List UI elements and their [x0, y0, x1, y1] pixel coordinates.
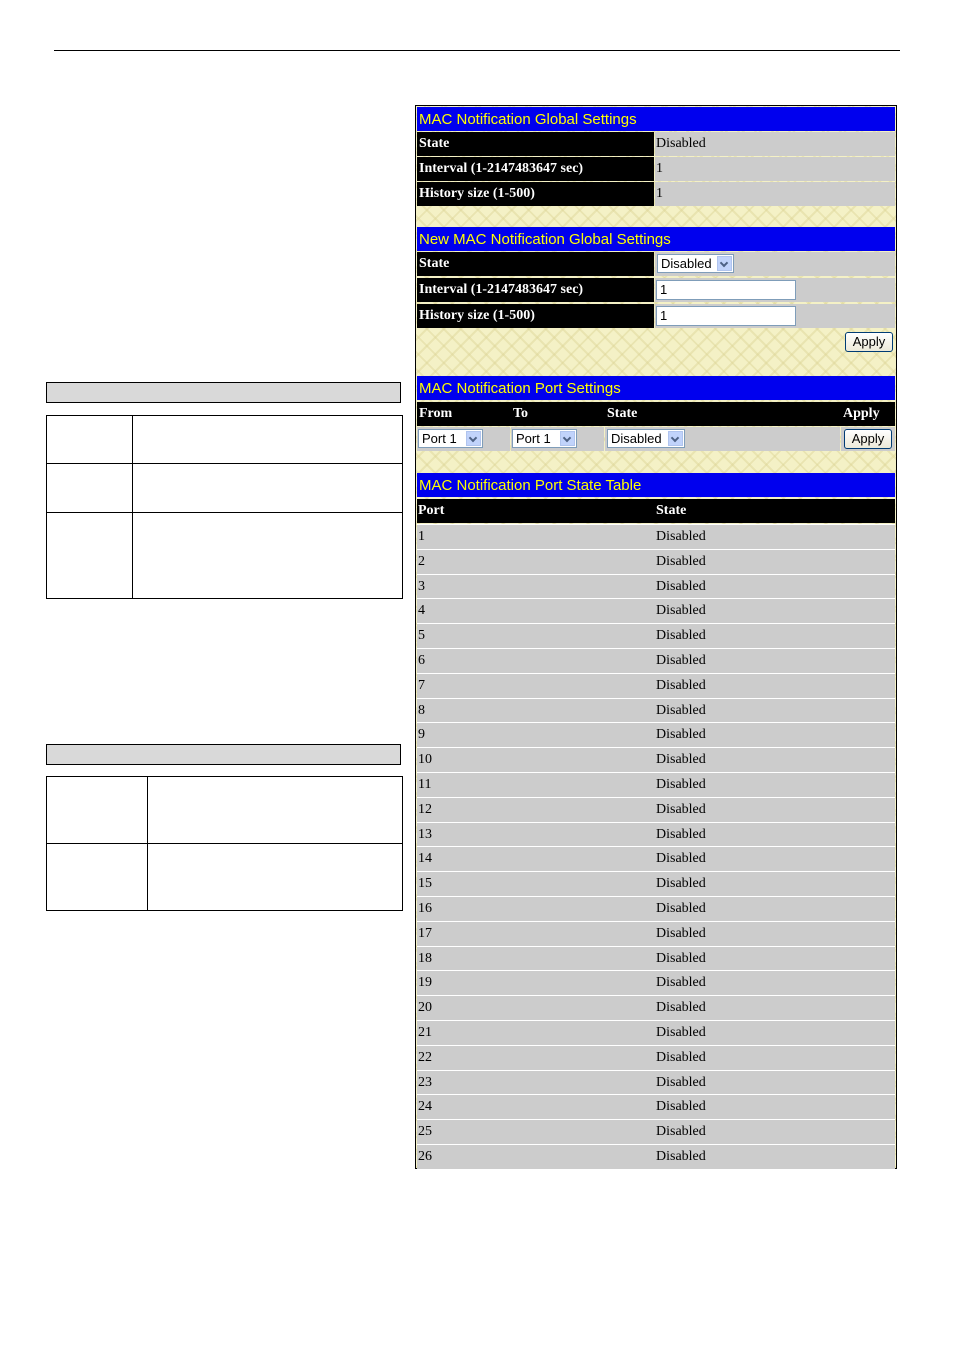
state-cell: Disabled — [656, 529, 706, 544]
row-value: 1 — [655, 157, 895, 181]
state-cell: Disabled — [656, 702, 706, 718]
global-apply-button[interactable]: Apply — [845, 332, 893, 352]
table-row — [417, 871, 895, 896]
table-row — [417, 549, 895, 574]
table-row — [417, 1094, 895, 1119]
state-cell: Disabled — [656, 1149, 706, 1164]
state-cell: Disabled — [656, 777, 706, 792]
state-cell: Disabled — [656, 826, 706, 842]
table-row — [417, 524, 895, 549]
state-cell: Disabled — [656, 603, 706, 619]
page-top-rule — [54, 50, 900, 51]
from-port-select[interactable] — [418, 429, 483, 448]
port-state-value: Disabled — [611, 431, 662, 446]
chevron-down-icon — [717, 256, 732, 271]
port-state-select[interactable] — [607, 429, 685, 448]
state-cell: Disabled — [656, 628, 706, 644]
state-cell: Disabled — [656, 925, 706, 941]
table-row — [417, 797, 895, 822]
state-cell: Disabled — [656, 1049, 706, 1065]
port-settings-title: MAC Notification Port Settings — [417, 376, 895, 400]
table-row — [417, 1070, 895, 1095]
state-cell: Disabled — [656, 1025, 706, 1040]
table-row — [417, 574, 895, 599]
table-row — [417, 673, 895, 698]
from-header: From — [417, 402, 511, 426]
port-cell: 13 — [418, 826, 432, 842]
table-row — [417, 1045, 895, 1070]
row-value: Disabled — [655, 132, 895, 156]
table-row — [417, 623, 895, 648]
table-row — [417, 772, 895, 797]
state-cell: Disabled — [656, 950, 706, 966]
to-port-value: Port 1 — [516, 431, 551, 446]
port-cell: 10 — [418, 752, 432, 768]
chevron-down-icon — [560, 431, 575, 446]
parameter-table-2 — [46, 776, 403, 911]
port-cell: 4 — [418, 603, 425, 619]
state-cell: Disabled — [656, 901, 706, 916]
table-row — [417, 1020, 895, 1045]
param-cell — [47, 513, 133, 599]
table-row — [417, 921, 895, 946]
state-header: State — [605, 402, 841, 426]
port-settings-input-row — [417, 427, 895, 451]
port-cell: 3 — [418, 578, 425, 594]
state-cell: Disabled — [656, 677, 706, 693]
port-cell: 1 — [418, 529, 425, 544]
row-label: State — [417, 252, 654, 276]
port-column-header: Port — [418, 503, 445, 518]
chevron-down-icon — [466, 431, 481, 446]
port-cell: 17 — [418, 925, 432, 941]
desc-cell — [148, 844, 403, 911]
apply-header: Apply — [841, 402, 895, 426]
port-cell: 2 — [418, 553, 425, 569]
state-cell: Disabled — [656, 727, 706, 743]
state-cell: Disabled — [656, 1099, 706, 1115]
history-size-input[interactable]: 1 — [656, 306, 796, 326]
port-cell: 18 — [418, 950, 432, 966]
table-row — [417, 995, 895, 1020]
table-row — [417, 1144, 895, 1169]
table-row — [417, 970, 895, 995]
table-row — [417, 698, 895, 723]
state-cell: Disabled — [656, 851, 706, 867]
to-cell — [511, 427, 604, 451]
table-row — [417, 1119, 895, 1144]
port-cell: 14 — [418, 851, 432, 867]
port-cell: 24 — [418, 1099, 432, 1115]
state-cell: Disabled — [656, 801, 706, 817]
port-cell: 6 — [418, 653, 425, 668]
table-row — [417, 946, 895, 971]
table-row — [417, 846, 895, 871]
port-cell: 5 — [418, 628, 425, 644]
state-cell: Disabled — [656, 752, 706, 768]
param-cell — [47, 844, 148, 911]
new-state-row — [417, 252, 895, 276]
global-settings-title: MAC Notification Global Settings — [417, 107, 895, 131]
parameter-table-2-header — [46, 744, 401, 765]
port-cell: 22 — [418, 1049, 432, 1065]
parameter-table-1 — [46, 415, 403, 599]
apply-cell — [841, 427, 895, 451]
row-value-cell — [655, 304, 895, 328]
desc-cell — [133, 513, 403, 599]
row-value: 1 — [655, 182, 895, 206]
state-cell — [605, 427, 840, 451]
state-cell: Disabled — [656, 975, 706, 991]
row-label: Interval (1-2147483647 sec) — [417, 157, 654, 181]
state-cell: Disabled — [656, 876, 706, 892]
table-row — [417, 598, 895, 623]
port-cell: 26 — [418, 1149, 432, 1164]
state-cell: Disabled — [656, 578, 706, 594]
port-apply-button[interactable]: Apply — [844, 429, 892, 449]
global-interval-row — [417, 157, 895, 181]
desc-cell — [133, 416, 403, 464]
state-cell: Disabled — [656, 1000, 706, 1016]
table-row — [417, 822, 895, 847]
port-cell: 23 — [418, 1074, 432, 1090]
port-cell: 25 — [418, 1124, 432, 1140]
state-select-value: Disabled — [661, 256, 712, 271]
table-row — [417, 722, 895, 747]
state-cell: Disabled — [656, 553, 706, 569]
port-cell: 19 — [418, 975, 432, 991]
table-row — [417, 747, 895, 772]
row-label: State — [417, 132, 654, 156]
port-cell: 15 — [418, 876, 432, 892]
state-cell: Disabled — [656, 1074, 706, 1090]
new-history-row — [417, 304, 895, 328]
new-interval-row — [417, 278, 895, 302]
param-cell — [47, 464, 133, 513]
row-label: Interval (1-2147483647 sec) — [417, 278, 654, 302]
desc-cell — [148, 777, 403, 844]
from-cell — [417, 427, 510, 451]
state-cell: Disabled — [656, 653, 706, 668]
state-column-header: State — [656, 503, 687, 518]
param-cell — [47, 416, 133, 464]
port-cell: 11 — [418, 777, 432, 792]
port-state-table-header — [417, 499, 895, 523]
state-select[interactable] — [657, 254, 734, 273]
from-port-value: Port 1 — [422, 431, 457, 446]
global-history-row — [417, 182, 895, 206]
row-value-cell — [655, 252, 895, 276]
port-cell: 12 — [418, 801, 432, 817]
state-cell: Disabled — [656, 1124, 706, 1140]
row-label: History size (1-500) — [417, 182, 654, 206]
row-label: History size (1-500) — [417, 304, 654, 328]
port-cell: 7 — [418, 677, 425, 693]
table-row — [417, 896, 895, 921]
chevron-down-icon — [668, 431, 683, 446]
port-state-table-title: MAC Notification Port State Table — [417, 473, 895, 497]
desc-cell — [133, 464, 403, 513]
row-value-cell — [655, 278, 895, 302]
to-header: To — [511, 402, 605, 426]
new-global-settings-title: New MAC Notification Global Settings — [417, 227, 895, 251]
port-cell: 8 — [418, 702, 425, 718]
port-settings-header-row — [417, 402, 895, 426]
port-cell: 20 — [418, 1000, 432, 1016]
port-cell: 16 — [418, 901, 432, 916]
port-cell: 9 — [418, 727, 425, 743]
global-state-row — [417, 132, 895, 156]
parameter-table-1-header — [46, 382, 401, 403]
table-row — [417, 648, 895, 673]
port-cell: 21 — [418, 1025, 432, 1040]
param-cell — [47, 777, 148, 844]
interval-input[interactable]: 1 — [656, 280, 796, 300]
mac-notification-panel — [415, 105, 897, 1169]
to-port-select[interactable] — [512, 429, 577, 448]
